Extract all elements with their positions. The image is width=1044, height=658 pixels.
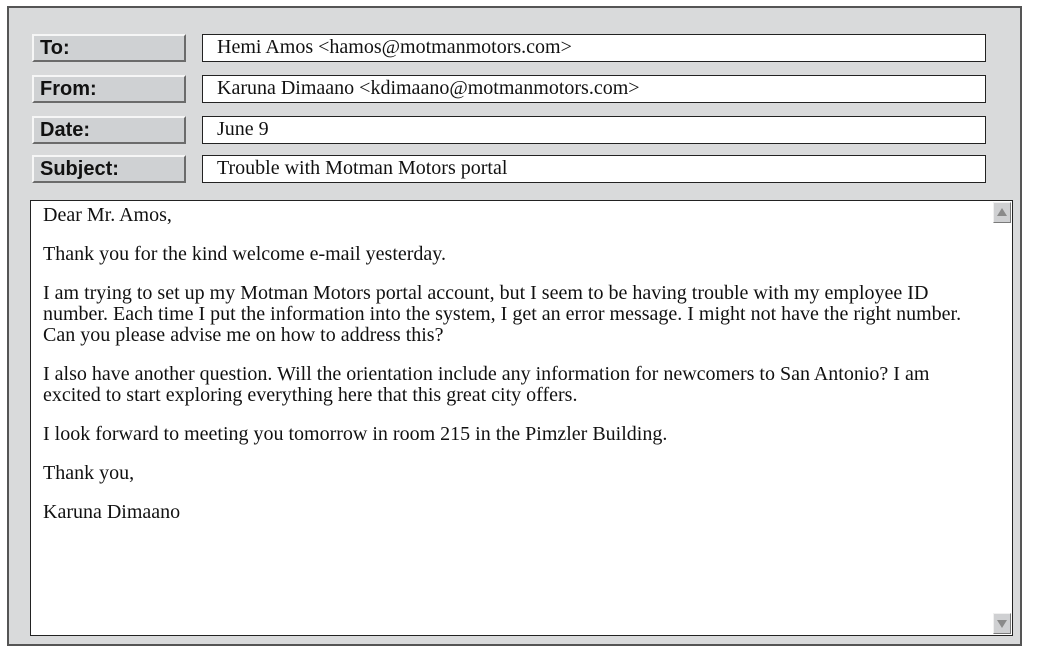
to-label: To: [32, 34, 186, 62]
from-label: From: [32, 75, 186, 103]
paragraph-2: I am trying to set up my Motman Motors portal account, but I seem to be having trouble with my employee ID number. Each time I put the information into the system, I get an error message. I might not have the right number. Can you please advise me on how to address this? [43, 282, 962, 346]
vertical-scrollbar[interactable] [992, 201, 1012, 635]
paragraph-1: Thank you for the kind welcome e-mail yesterday. [43, 243, 447, 265]
message-body[interactable] [30, 200, 1013, 636]
subject-label: Subject: [32, 155, 186, 183]
signature: Karuna Dimaano [43, 501, 181, 523]
date-label: Date: [32, 116, 186, 144]
greeting: Dear Mr. Amos, [43, 204, 172, 226]
scroll-down-button[interactable] [993, 613, 1011, 634]
message-text [43, 205, 983, 541]
closing: Thank you, [43, 462, 135, 484]
paragraph-4: I look forward to meeting you tomorrow in room 215 in the Pimzler Building. [43, 423, 668, 445]
scroll-up-arrow-icon [997, 208, 1007, 216]
paragraph-3: I also have another question. Will the orientation include any information for newcomers to San Antonio? I am excited to start exploring everything here that this great city offers. [43, 363, 930, 406]
to-field[interactable]: Hemi Amos <hamos@motmanmotors.com> [202, 34, 986, 62]
scroll-down-arrow-icon [997, 620, 1007, 628]
email-window [7, 6, 1022, 646]
from-field[interactable]: Karuna Dimaano <kdimaano@motmanmotors.com> [202, 75, 986, 103]
scroll-up-button[interactable] [993, 202, 1011, 223]
subject-field[interactable]: Trouble with Motman Motors portal [202, 155, 986, 183]
date-field[interactable]: June 9 [202, 116, 986, 144]
